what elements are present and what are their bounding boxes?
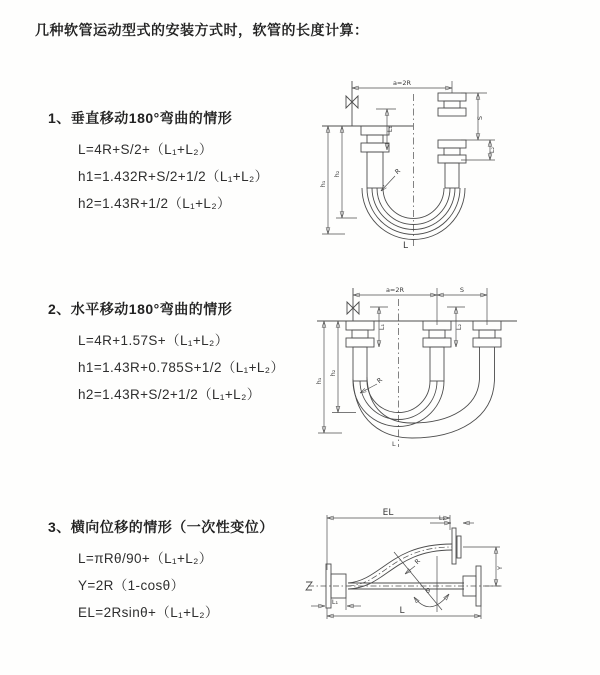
dim-l-label: L <box>399 606 405 616</box>
radius-label: R <box>413 557 423 567</box>
dim-h2 <box>333 126 357 218</box>
formula-line: h2=1.43R+S/2+1/2（L₁+L₂） <box>78 387 261 402</box>
dim-l2-label: L₂ <box>488 146 496 154</box>
section-1-formulas <box>78 136 269 217</box>
radius-leader <box>360 376 384 393</box>
formula-line: L=4R+1.57S+（L₁+L₂） <box>78 333 229 348</box>
dim-l1-label: L₁ <box>378 323 386 331</box>
dim-a2r <box>353 286 437 295</box>
radius-leader <box>405 557 422 574</box>
formula-line: L=4R+S/2+（L₁+L₂） <box>78 142 213 157</box>
dim-l2-label: L₂ <box>438 514 446 522</box>
dim-a2r-label: a=2R <box>392 79 412 87</box>
angle-theta-label: θ <box>426 587 430 595</box>
dim-h1-label: h₁ <box>319 180 327 188</box>
formula-line: Y=2R（1-cosθ） <box>78 578 185 593</box>
radius-leader <box>381 167 402 191</box>
formula-line: EL=2Rsinθ+（L₁+L₂） <box>78 605 219 620</box>
dim-y <box>463 547 504 586</box>
dim-l2-label: L₂ <box>455 323 463 331</box>
radius-label: R <box>393 166 403 176</box>
diagram-lateral-displacement <box>302 500 512 630</box>
section-2-formulas <box>78 327 284 408</box>
formula-line: h1=1.432R+S/2+1/2（L₁+L₂） <box>78 169 269 184</box>
dim-s <box>437 286 487 295</box>
dim-l1 <box>376 109 396 150</box>
dim-l1 <box>370 307 388 347</box>
dim-h2-label: h₂ <box>333 170 341 178</box>
section-3-formulas <box>78 545 274 626</box>
dim-l1 <box>311 598 361 610</box>
formula-line: h2=1.43R+1/2（L₁+L₂） <box>78 196 231 211</box>
dim-y-label: Y <box>496 566 504 570</box>
dim-el-label: EL <box>382 508 394 518</box>
dim-h2-label: h₂ <box>329 369 337 377</box>
middle-flange-fitting <box>423 321 451 381</box>
left-flange-fitting <box>361 126 389 188</box>
dim-s-label: S <box>476 115 484 121</box>
dim-l <box>327 606 481 619</box>
section-2-heading: 2、水平移动180°弯曲的情形 <box>48 301 233 317</box>
dim-el <box>327 508 450 570</box>
dim-s-label: S <box>459 286 465 294</box>
section-3-heading: 3、横向位移的情形（一次性变位） <box>48 519 274 535</box>
dim-l1-label: L₁ <box>386 125 394 133</box>
dim-l2 <box>430 514 474 523</box>
page-title: 几种软管运动型式的安装方式时，软管的长度计算： <box>35 22 369 38</box>
angle-theta <box>394 552 449 612</box>
hose-u-bend-position2 <box>353 347 495 438</box>
section-vertical-movement <box>48 108 269 217</box>
left-flange-fitting <box>346 321 374 381</box>
hose-s-curve <box>348 544 452 589</box>
dim-l2 <box>447 307 465 347</box>
dim-a2r-label: a=2R <box>385 286 405 294</box>
length-label: L <box>403 241 409 251</box>
dim-l1-label: L₁ <box>331 598 339 606</box>
diagram-horizontal-u-bend <box>312 281 527 453</box>
formula-line: h1=1.43R+0.785S+1/2（L₁+L₂） <box>78 360 285 375</box>
length-label: L <box>392 440 396 448</box>
right-lower-fitting <box>438 140 466 188</box>
upper-flange <box>452 528 461 564</box>
section-1-heading: 1、垂直移动180°弯曲的情形 <box>48 110 233 126</box>
section-lateral-displacement <box>48 517 274 626</box>
dim-h1-label: h₁ <box>315 377 323 385</box>
valve-icon <box>347 288 359 321</box>
section-horizontal-movement <box>48 299 284 408</box>
right-upper-fitting <box>438 93 466 116</box>
dim-a2r <box>352 79 452 93</box>
diagram-vertical-u-bend <box>315 76 505 254</box>
radius-label: R <box>375 375 385 385</box>
formula-line: L=πRθ/90+（L₁+L₂） <box>78 551 213 566</box>
